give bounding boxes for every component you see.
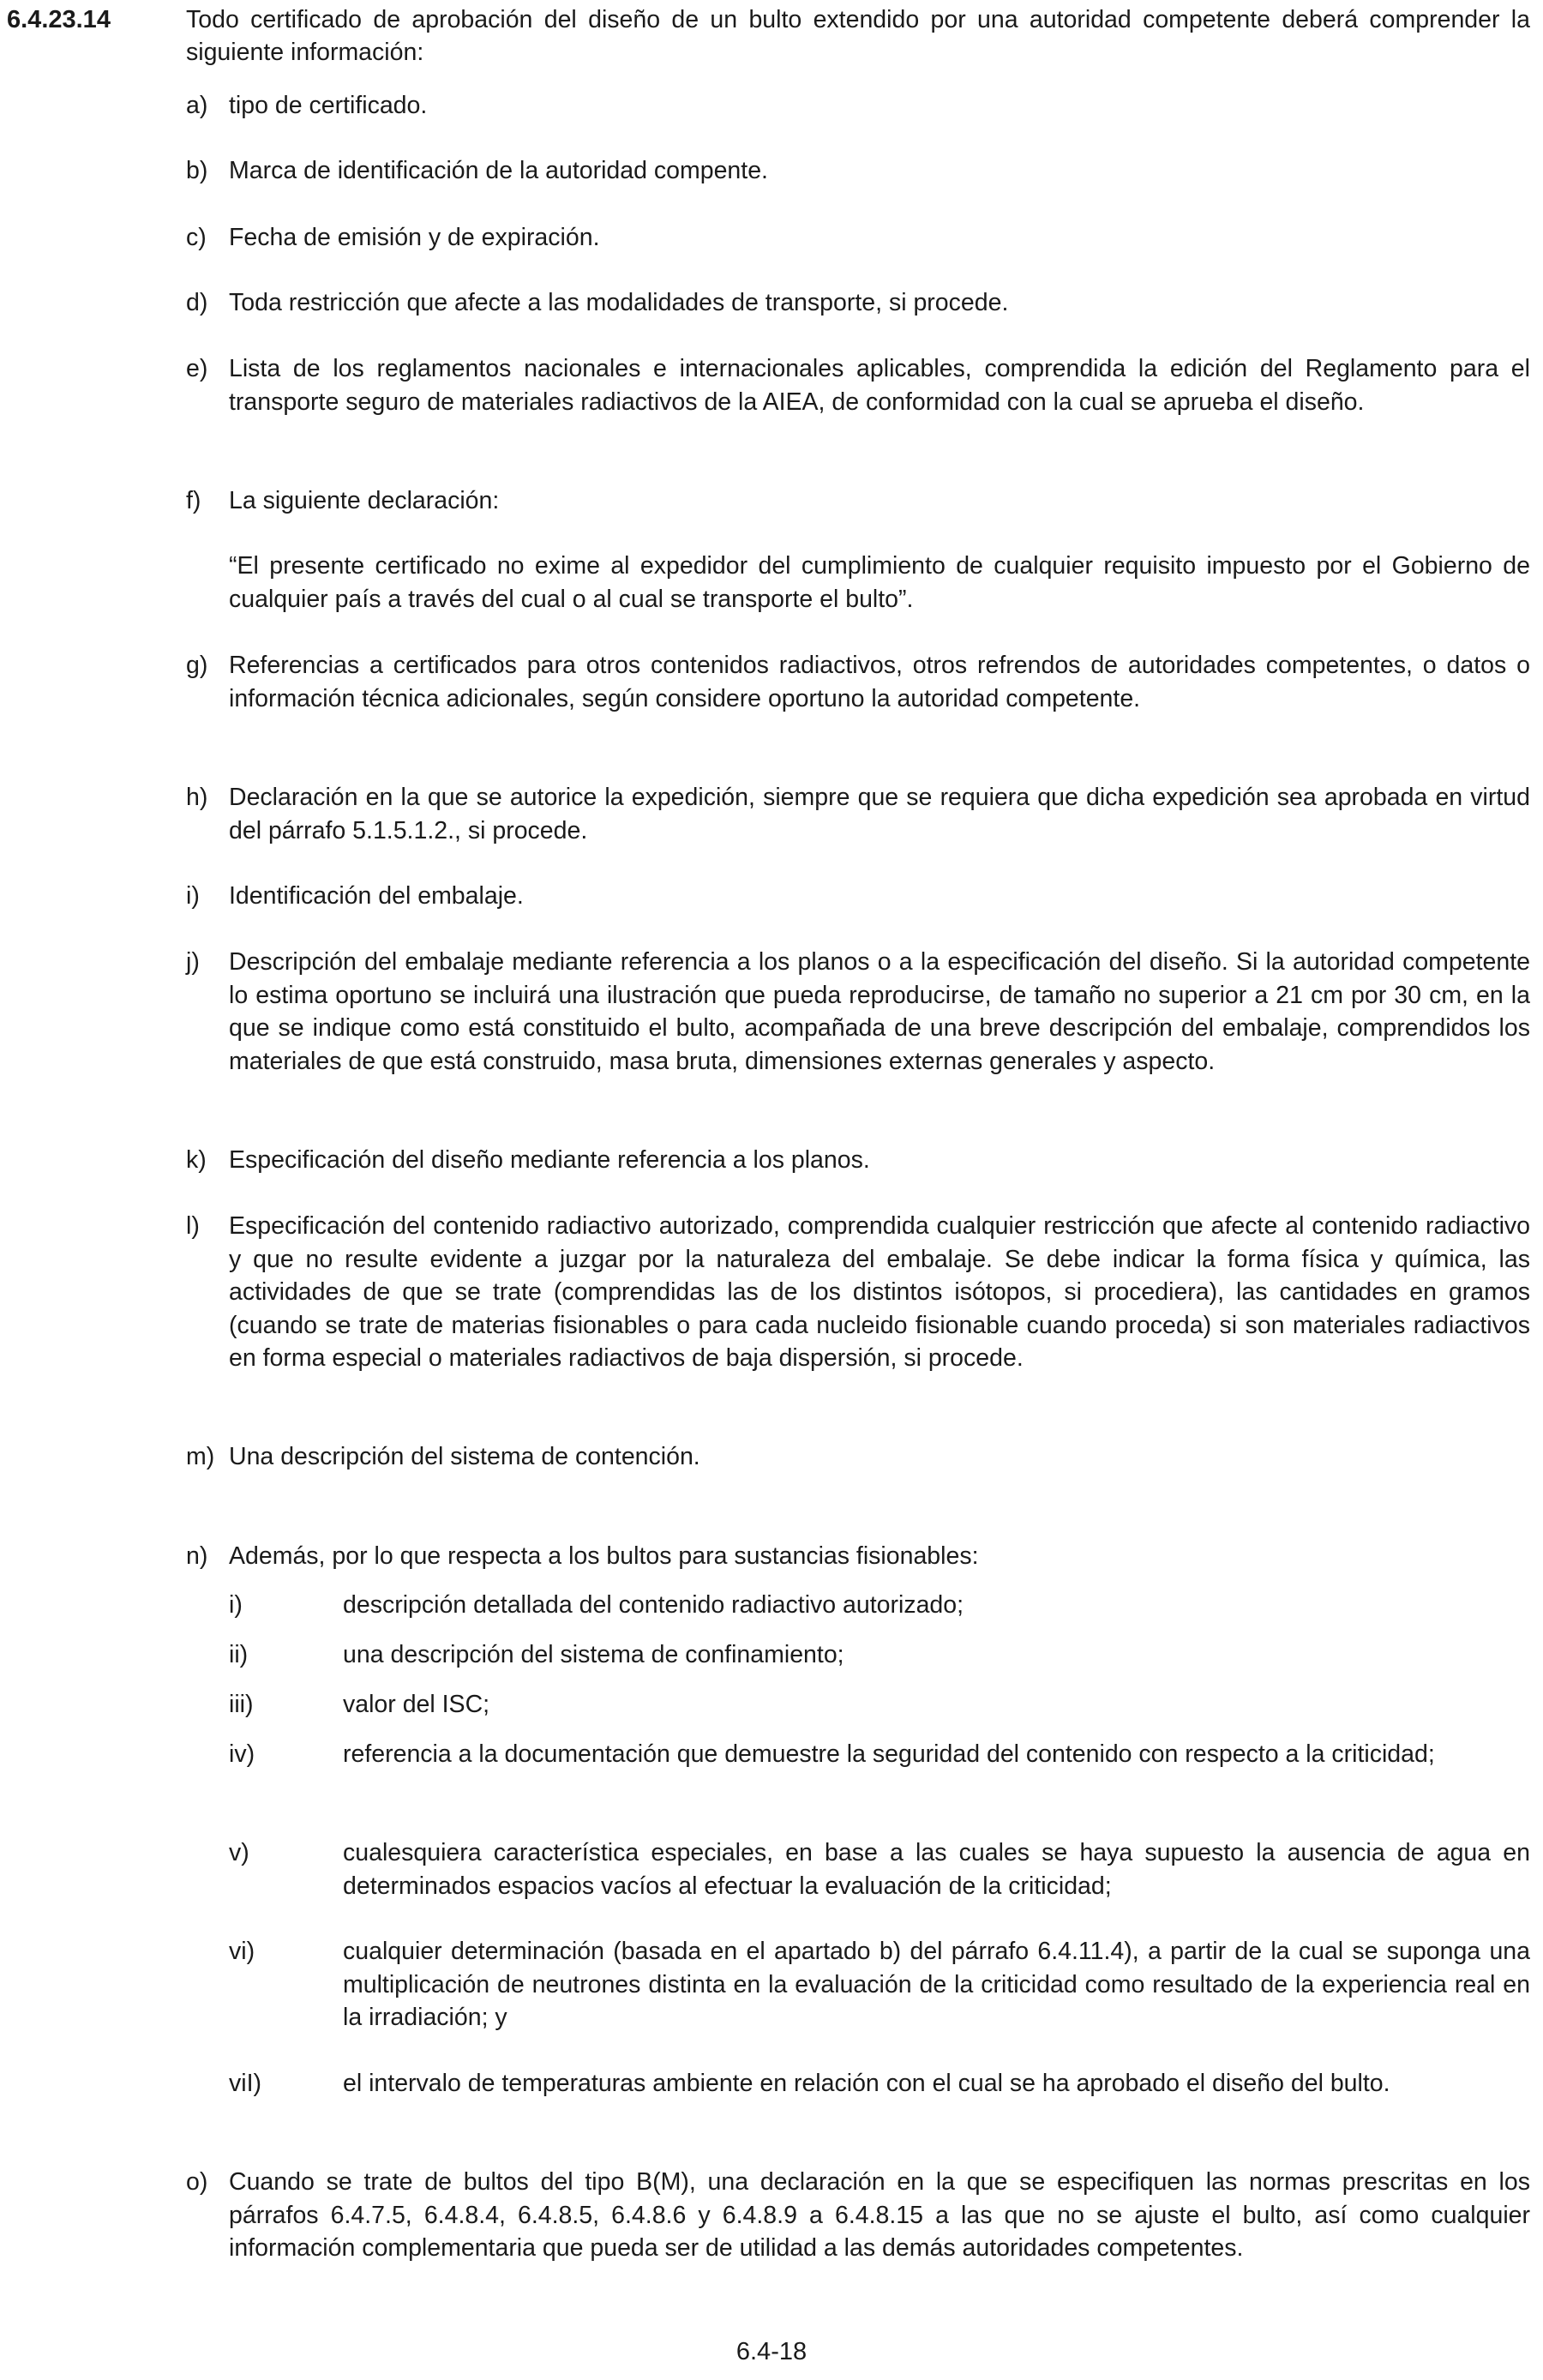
list-label: m) xyxy=(186,1443,215,1470)
list-text: Especificación del contenido radiactivo autorizado, comprendida cualquier restricción que afecte al contenido radiactivo y que no resulte evidente a juzgar por la naturaleza del embalaje. Se debe indicar la forma física y química, las actividades de que se trate (comprendidas las de los distintos isótopos, si procediera), las cantidades en gramos (cuando se trate de materias fisionables o para cada nucleido fisionable cuando proceda) si son materiales radiactivos en forma especial o materiales radiactivos de baja dispersión, si procede. xyxy=(229,1212,1530,1372)
list-text: Declaración en la que se autorice la expedición, siempre que se requiera que dicha expedición sea aprobada en virtud del párrafo 5.1.5.1.2., si procede. xyxy=(229,784,1530,844)
list-label: k) xyxy=(186,1146,207,1174)
section-number: 6.4.23.14 xyxy=(7,6,111,33)
section-intro: Todo certificado de aprobación del diseño de un bulto extendido por una autoridad competente deberá comprender la siguiente información: xyxy=(186,6,1530,66)
sub-text: referencia a la documentación que demuestre la seguridad del contenido con respecto a la criticidad; xyxy=(343,1740,1435,1768)
list-text: Descripción del embalaje mediante referencia a los planos o a la especificación del diseño. Si la autoridad competente lo estima oportuno se incluirá una ilustración que pueda reproducirse, de tamaño no superior a 21 cm por 30 cm, en la que se indique como está constituido el bulto, acompañada de una breve descripción del embalaje, comprendidos los materiales de que está construido, masa bruta, dimensiones externas generales y aspecto. xyxy=(229,948,1530,1075)
list-text: Una descripción del sistema de contención. xyxy=(229,1443,700,1470)
sub-label: i) xyxy=(229,1591,243,1619)
list-label: h) xyxy=(186,784,208,811)
sub-label: ii) xyxy=(229,1641,249,1668)
sub-text: cualquier determinación (basada en el apartado b) del párrafo 6.4.11.4), a partir de la cual se suponga una multiplicación de neutrones distinta en la evaluación de la criticidad como resultado de la experiencia real en la irradiación; y xyxy=(343,1938,1530,2031)
sub-label: iii) xyxy=(229,1691,254,1718)
declaration-quote: “El presente certificado no exime al expedidor del cumplimiento de cualquier requisito impuesto por el Gobierno de cualquier país a través del cual o al cual se transporte el bulto”. xyxy=(229,552,1530,613)
sub-label: iv) xyxy=(229,1740,255,1768)
sub-text: cualesquiera característica especiales, en base a las cuales se haya supuesto la ausencia de agua en determinados espacios vacíos al efectuar la evaluación de la criticidad; xyxy=(343,1839,1530,1900)
list-label: f) xyxy=(186,487,201,514)
list-label: o) xyxy=(186,2168,208,2196)
list-text: Además, por lo que respecta a los bultos para sustancias fisionables: xyxy=(229,1542,979,1570)
sub-label: v) xyxy=(229,1839,249,1866)
page-number: 6.4-18 xyxy=(735,2338,808,2365)
list-text: Referencias a certificados para otros contenidos radiactivos, otros refrendos de autoridades competentes, o datos o información técnica adicionales, según considere oportuno la autoridad competente. xyxy=(229,652,1530,712)
sub-text: descripción detallada del contenido radiactivo autorizado; xyxy=(343,1591,964,1619)
list-label: d) xyxy=(186,289,208,316)
sub-label: vi) xyxy=(229,1938,255,1965)
sub-label: viI) xyxy=(229,2070,261,2097)
list-label: a) xyxy=(186,92,208,119)
list-text: Fecha de emisión y de expiración. xyxy=(229,224,600,251)
list-label: l) xyxy=(186,1212,200,1240)
list-text: Marca de identificación de la autoridad compente. xyxy=(229,157,768,184)
list-text: tipo de certificado. xyxy=(229,92,428,119)
list-text: La siguiente declaración: xyxy=(229,487,500,514)
sub-text: valor del ISC; xyxy=(343,1691,490,1718)
sub-text: el intervalo de temperaturas ambiente en relación con el cual se ha aprobado el diseño del bulto. xyxy=(343,2070,1390,2097)
list-label: n) xyxy=(186,1542,208,1570)
list-label: i) xyxy=(186,882,200,910)
list-text: Lista de los reglamentos nacionales e internacionales aplicables, comprendida la edición del Reglamento para el transporte seguro de materiales radiactivos de la AIEA, de conformidad con la cual se aprueba el diseño. xyxy=(229,355,1530,416)
list-label: c) xyxy=(186,224,207,251)
list-label: j) xyxy=(186,948,200,976)
list-text: Toda restricción que afecte a las modalidades de transporte, si procede. xyxy=(229,289,1009,316)
list-label: b) xyxy=(186,157,208,184)
list-text: Cuando se trate de bultos del tipo B(M), una declaración en la que se especifiquen las normas prescritas en los párrafos 6.4.7.5, 6.4.8.4, 6.4.8.5, 6.4.8.6 y 6.4.8.9 a 6.4.8.15 a las que no se ajuste el bulto, así como cualquier información complementaria que pueda ser de utilidad a las demás autoridades competentes. xyxy=(229,2168,1530,2262)
list-label: e) xyxy=(186,355,208,382)
list-text: Especificación del diseño mediante referencia a los planos. xyxy=(229,1146,870,1174)
list-text: Identificación del embalaje. xyxy=(229,882,524,910)
list-label: g) xyxy=(186,652,208,679)
sub-text: una descripción del sistema de confinamiento; xyxy=(343,1641,844,1668)
